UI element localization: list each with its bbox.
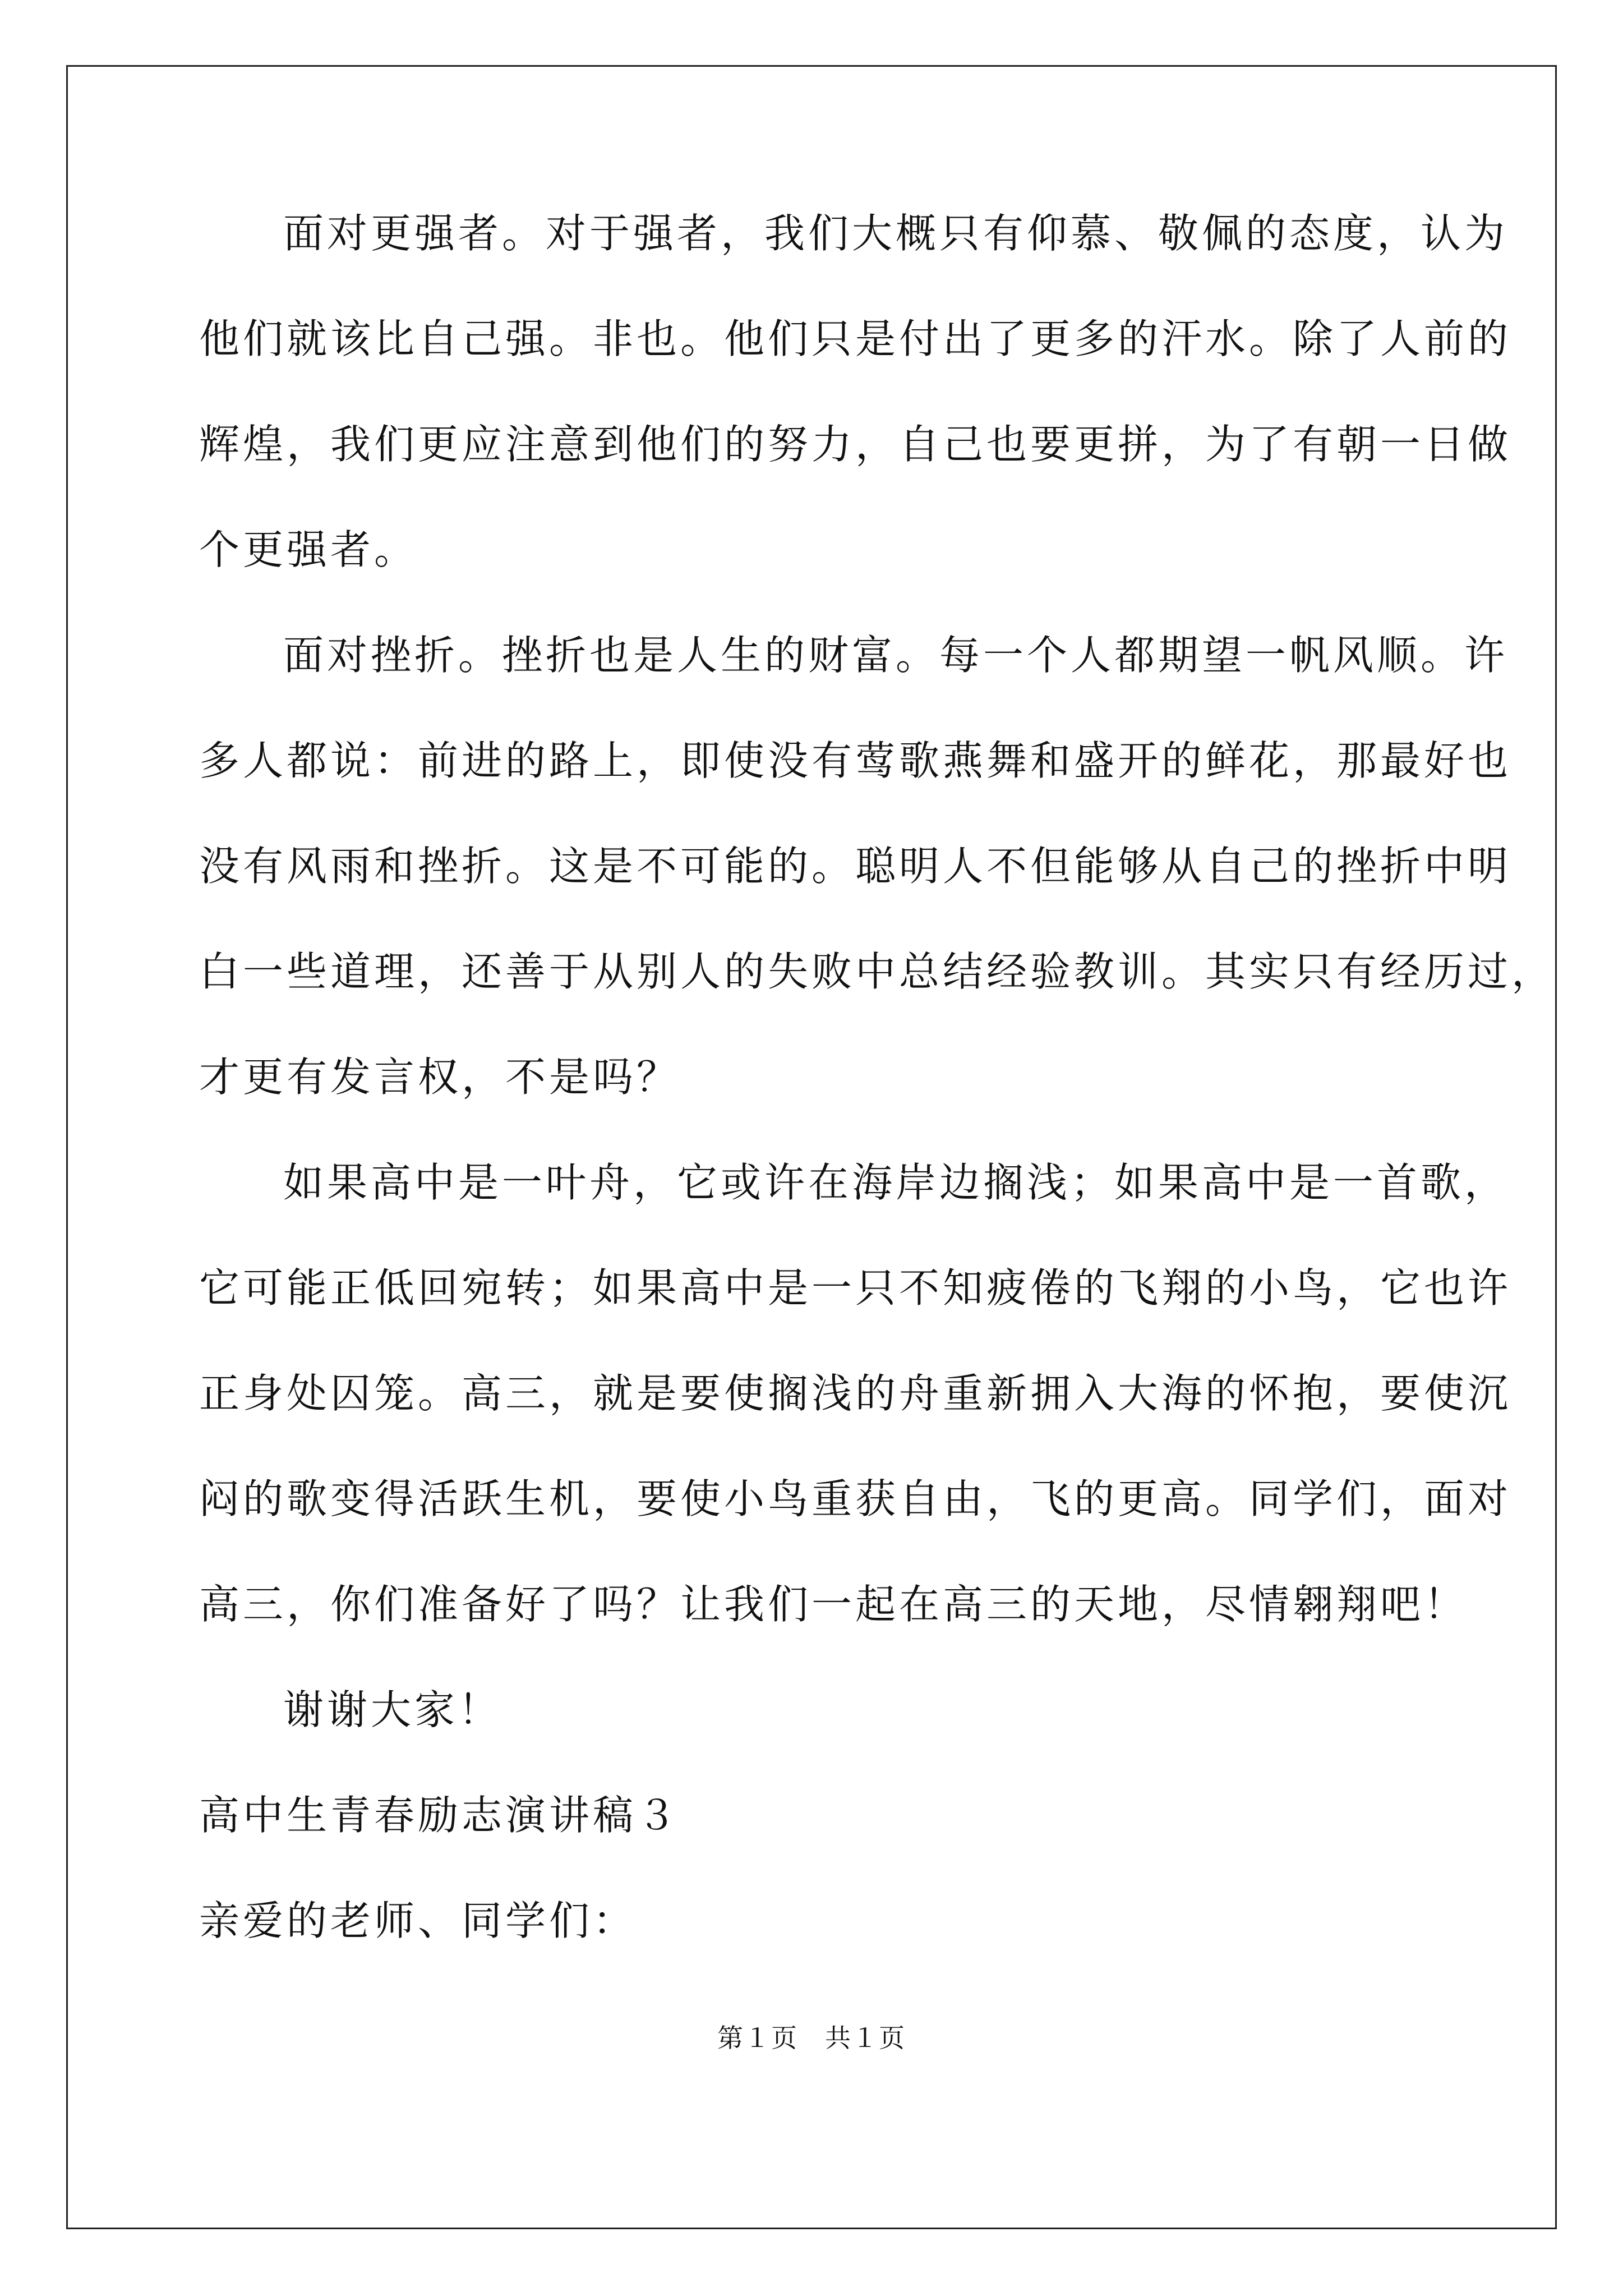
text-line: 辉煌，我们更应注意到他们的努力，自己也要更拼，为了有朝一日做 [199, 421, 1512, 468]
text-line: 正身处囚笼。高三，就是要使搁浅的舟重新拥入大海的怀抱，要使沉 [199, 1370, 1512, 1417]
text-line: 闷的歌变得活跃生机，要使小鸟重获自由，飞的更高。同学们，面对 [199, 1475, 1512, 1522]
text-line: 白一些道理，还善于从别人的失败中总结经验教训。其实只有经历过， [199, 948, 1556, 995]
text-line: 他们就该比自己强。非也。他们只是付出了更多的汗水。除了人前的 [199, 315, 1512, 362]
document-body [199, 210, 1556, 1944]
salutation: 亲爱的老师、同学们： [199, 1897, 637, 1944]
text-line: 个更强者。 [199, 526, 418, 573]
text-line: 没有风雨和挫折。这是不可能的。聪明人不但能够从自己的挫折中明 [199, 843, 1512, 890]
text-line: 高三，你们准备好了吗？让我们一起在高三的天地，尽情翱翔吧！ [199, 1581, 1468, 1628]
text-line: 它可能正低回宛转；如果高中是一只不知疲倦的飞翔的小鸟，它也许 [199, 1264, 1512, 1312]
page-number-footer: 第１页 共１页 [717, 2023, 906, 2053]
section-heading: 高中生青春励志演讲稿３ [199, 1792, 681, 1839]
text-line: 才更有发言权，不是吗？ [199, 1053, 681, 1101]
text-line: 面对挫折。挫折也是人生的财富。每一个人都期望一帆风顺。许 [283, 632, 1509, 679]
text-line: 多人都说：前进的路上，即使没有莺歌燕舞和盛开的鲜花，那最好也 [199, 737, 1512, 784]
text-line: 面对更强者。对于强者，我们大概只有仰慕、敬佩的态度，认为 [283, 210, 1509, 257]
text-line: 如果高中是一叶舟，它或许在海岸边搁浅；如果高中是一首歌， [283, 1159, 1509, 1206]
text-line: 谢谢大家！ [283, 1686, 502, 1733]
